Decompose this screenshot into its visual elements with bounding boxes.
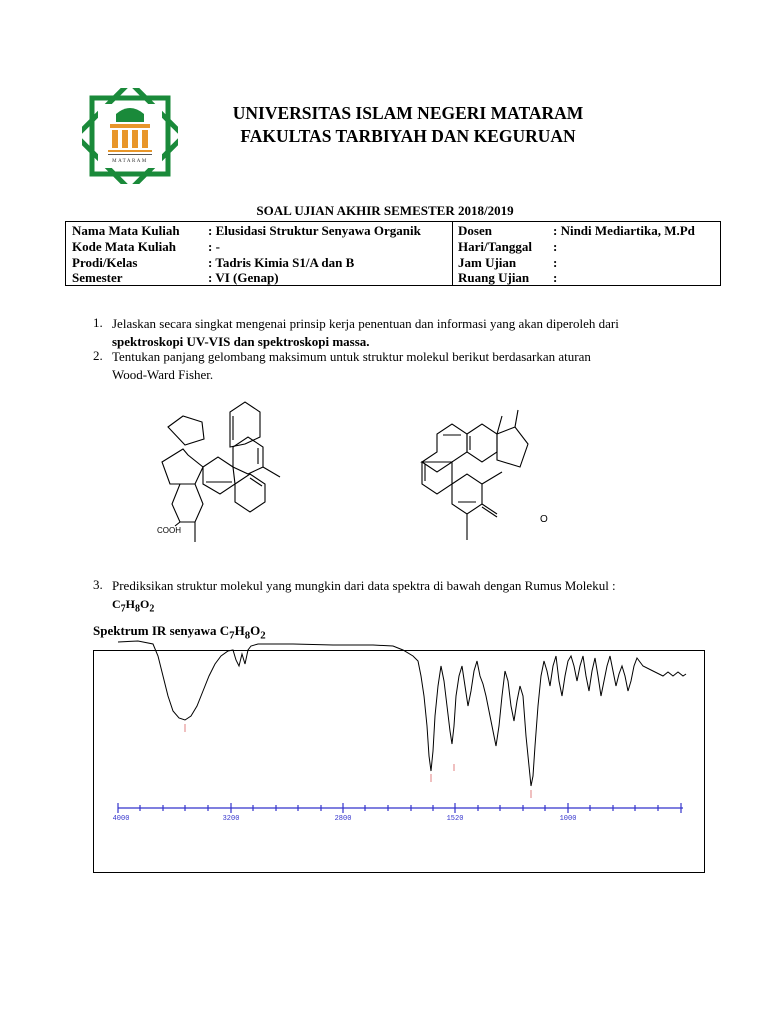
faculty-name: FAKULTAS TARBIYAH DAN KEGURUAN xyxy=(240,126,576,146)
value-course-code: : - xyxy=(208,239,220,254)
ir-tick-4000: 4000 xyxy=(112,815,130,823)
ir-trace xyxy=(118,641,686,786)
ir-peak-markers xyxy=(185,724,531,798)
value-semester: : VI (Genap) xyxy=(208,270,279,285)
question-2-number: 2. xyxy=(93,348,103,363)
ketone-o-label: O xyxy=(540,514,548,525)
question-2-line1: Tentukan panjang gelombang maksimum untuk struktur molekul berikut berdasarkan aturan xyxy=(112,349,591,364)
question-1-line2: spektroskopi UV-VIS dan spektroskopi massa. xyxy=(112,334,370,349)
label-time: Jam Ujian xyxy=(458,255,517,270)
question-2-line2: Wood-Ward Fisher. xyxy=(112,367,214,382)
value-program: : Tadris Kimia S1/A dan B xyxy=(208,255,355,270)
question-1-number: 1. xyxy=(93,315,103,330)
label-program: Prodi/Kelas xyxy=(72,255,138,270)
value-lecturer: : Nindi Mediartika, M.Pd xyxy=(553,223,695,238)
ir-spectrum-plot xyxy=(93,636,705,873)
value-room: : xyxy=(553,270,558,285)
steroid-structure-left xyxy=(162,402,280,542)
table-divider xyxy=(452,222,453,285)
question-1-line1: Jelaskan secara singkat mengenai prinsip kerja penentuan dan informasi yang akan diperoleh dari xyxy=(112,316,619,331)
steroid-structure-right xyxy=(422,410,528,540)
ir-tick-2800: 2800 xyxy=(334,815,352,823)
label-lecturer: Dosen xyxy=(458,223,492,238)
label-course-name: Nama Mata Kuliah xyxy=(72,223,180,238)
question-3-line1: Prediksikan struktur molekul yang mungkin dari data spektra di bawah dengan Rumus Molekul : xyxy=(112,578,616,593)
cooh-label: COOH xyxy=(157,526,181,535)
ir-tick-1520: 1520 xyxy=(446,815,464,823)
question-3-number: 3. xyxy=(93,577,103,592)
value-date: : xyxy=(553,239,558,254)
exam-info-table xyxy=(65,221,721,286)
university-name: UNIVERSITAS ISLAM NEGERI MATARAM xyxy=(232,103,584,123)
question-2-text xyxy=(112,348,712,384)
question-3-formula: $C_7H_8O_2$ xyxy=(112,597,155,615)
label-room: Ruang Ujian xyxy=(458,270,530,285)
value-time: : xyxy=(553,255,558,270)
logo-caption-text: MATARAM xyxy=(112,159,148,164)
ir-tick-1000: 1000 xyxy=(559,815,577,823)
exam-title: SOAL UJIAN AKHIR SEMESTER 2018/2019 xyxy=(256,203,514,218)
molecular-structures xyxy=(140,392,560,562)
label-course-code: Kode Mata Kuliah xyxy=(72,239,177,254)
ir-axis xyxy=(118,803,683,813)
question-3-text xyxy=(112,577,712,618)
ir-spectrum-title: Spektrum IR senyawa $C_7H_8O_2$ xyxy=(93,623,266,642)
value-course-name: : Elusidasi Struktur Senyawa Organik xyxy=(208,223,421,238)
question-1-text xyxy=(112,315,712,351)
university-logo xyxy=(82,88,178,184)
label-date: Hari/Tanggal xyxy=(458,239,532,254)
label-semester: Semester xyxy=(72,270,123,285)
ir-tick-3200: 3200 xyxy=(222,815,240,823)
